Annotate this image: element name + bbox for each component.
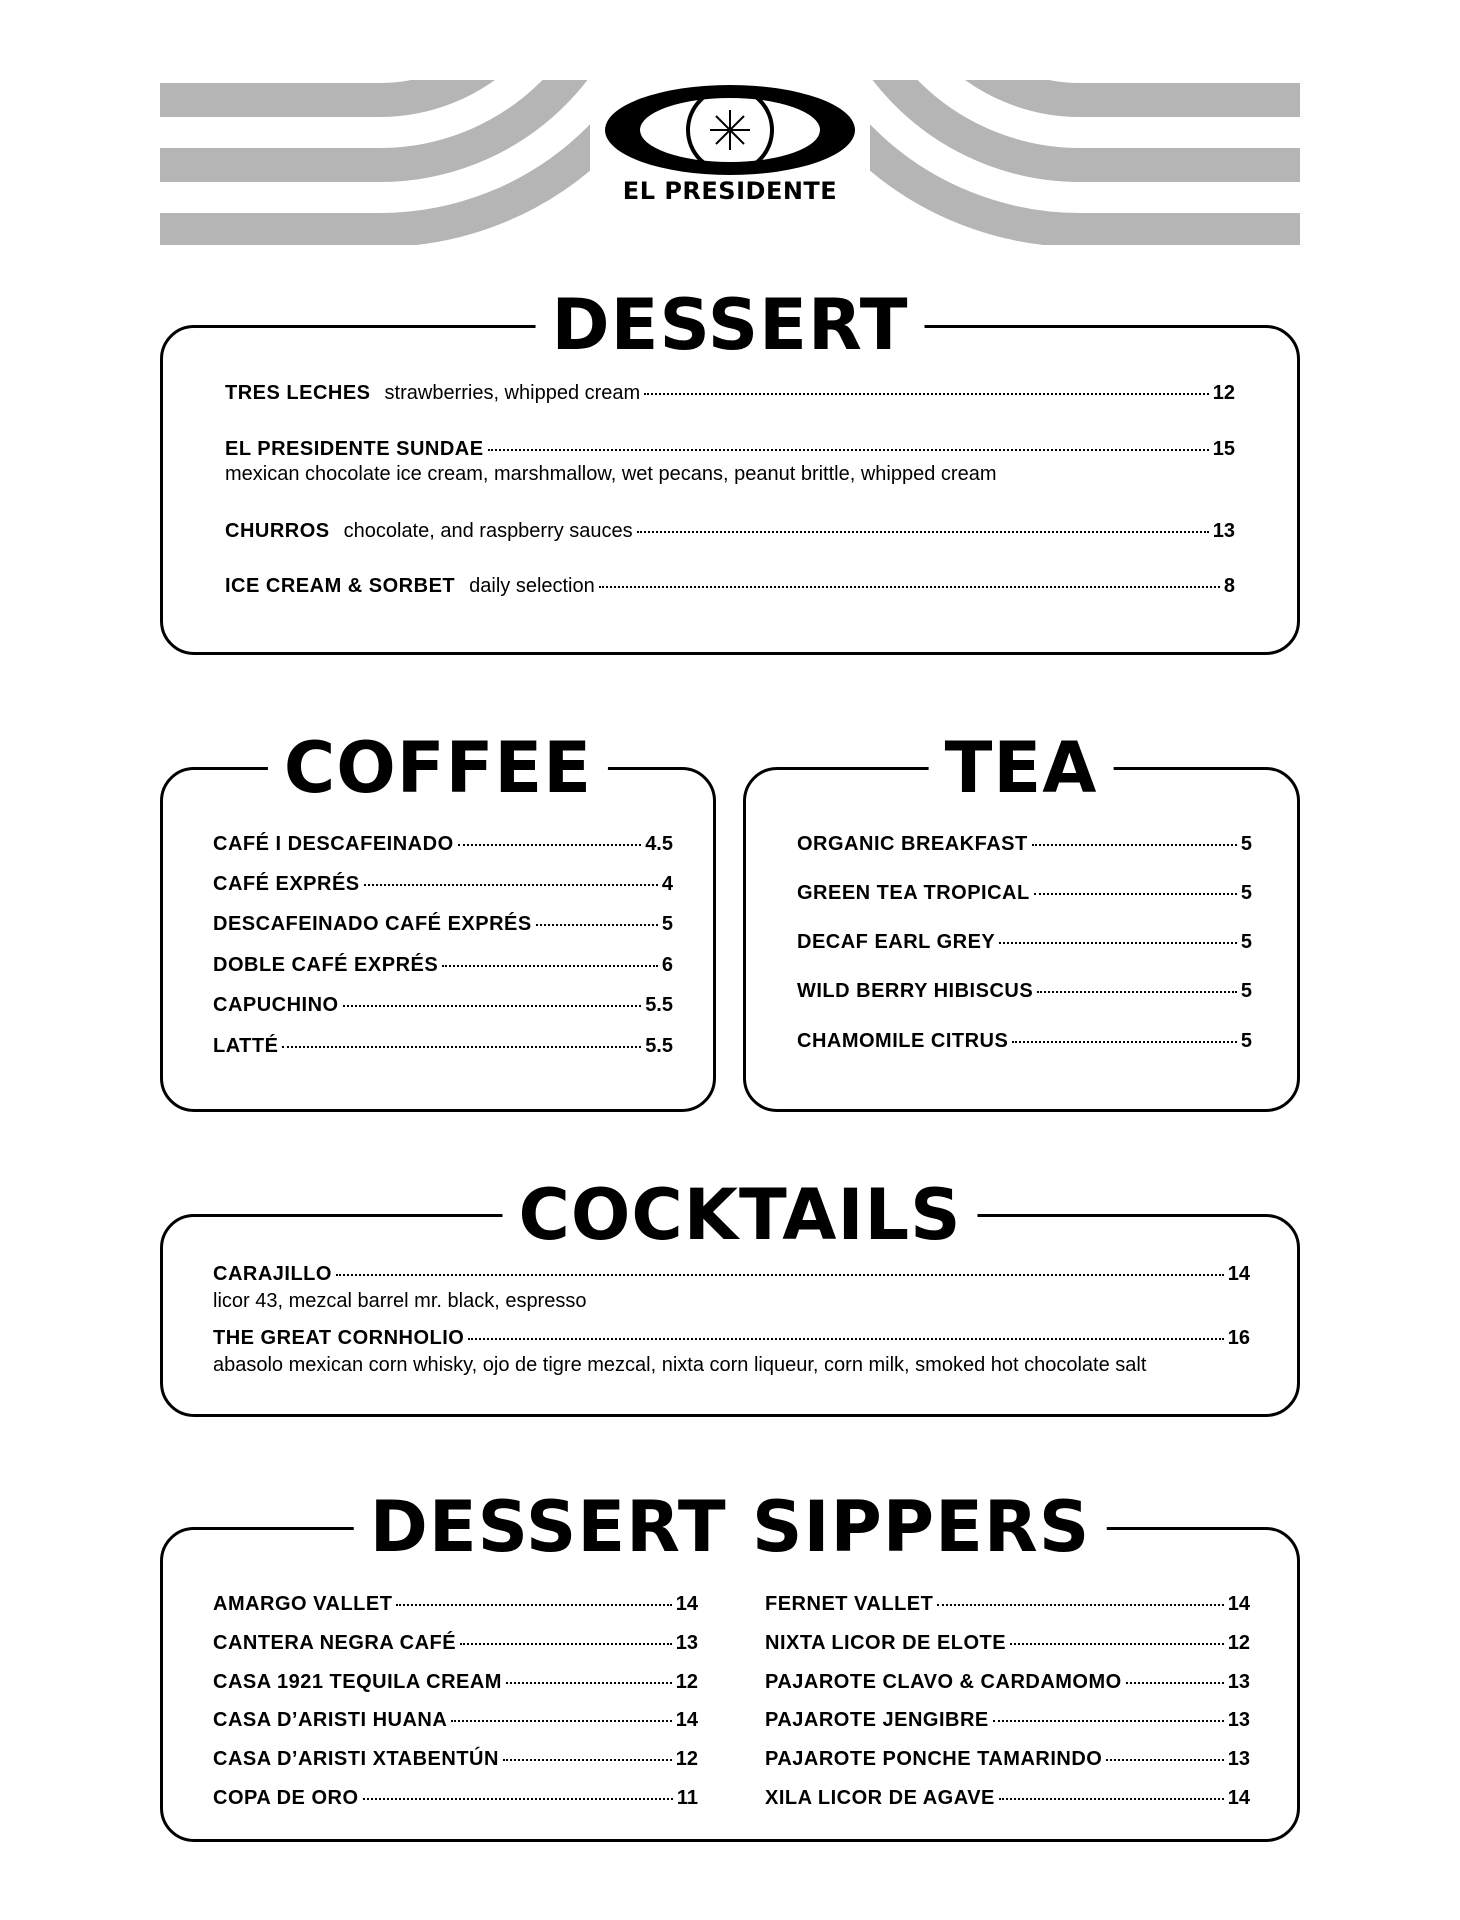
item-price: 8: [1223, 575, 1235, 597]
dot-leader: [1106, 1759, 1223, 1761]
header-banner: [160, 80, 1300, 245]
brand-name: EL PRESIDENTE: [622, 177, 838, 205]
item-description: licor 43, mezcal barrel mr. black, espresso: [213, 1290, 587, 1312]
item-name: XILA LICOR DE AGAVE: [765, 1787, 995, 1809]
item-price: 4: [661, 873, 673, 895]
menu-item: [213, 833, 673, 856]
dot-leader: [506, 1682, 672, 1684]
item-price: 5: [661, 913, 673, 935]
item-price: 14: [1227, 1593, 1250, 1615]
dot-leader: [1010, 1643, 1224, 1645]
item-name: THE GREAT CORNHOLIO: [213, 1327, 465, 1349]
menu-item: [765, 1671, 1250, 1694]
menu-item: [213, 1709, 698, 1732]
dot-leader: [1034, 893, 1237, 895]
item-name: CASA D’ARISTI HUANA: [213, 1709, 448, 1731]
item-price: 14: [675, 1593, 698, 1615]
dot-leader: [364, 884, 658, 886]
item-price: 12: [1212, 382, 1235, 404]
item-name: WILD BERRY HIBISCUS: [797, 980, 1034, 1002]
item-price: 5: [1240, 931, 1252, 953]
item-price: 5.5: [645, 994, 673, 1016]
menu-item: [765, 1632, 1250, 1655]
item-price: 14: [1227, 1263, 1250, 1285]
menu-item: [225, 382, 1235, 405]
item-name: DOBLE CAFÉ EXPRÉS: [213, 954, 439, 976]
dot-leader: [599, 586, 1220, 588]
dot-leader: [460, 1643, 672, 1645]
item-name: CHURROS: [225, 520, 330, 542]
menu-item: [225, 520, 1235, 543]
sippers-heading: DESSERT SIPPERS: [354, 1492, 1107, 1562]
dot-leader: [536, 924, 658, 926]
item-name: CANTERA NEGRA CAFÉ: [213, 1632, 457, 1654]
item-name: CAPUCHINO: [213, 994, 339, 1016]
item-price: 5.5: [645, 1035, 673, 1057]
item-price: 4.5: [645, 833, 673, 855]
menu-item: [213, 1748, 698, 1771]
menu-item: [213, 1035, 673, 1058]
item-name: ICE CREAM & SORBET: [225, 575, 456, 597]
menu-item: [225, 575, 1235, 598]
item-description: chocolate, and raspberry sauces: [343, 520, 633, 542]
item-name: COPA DE ORO: [213, 1787, 359, 1809]
menu-item: [797, 980, 1252, 1003]
menu-item: [213, 1593, 698, 1616]
dot-leader: [1032, 844, 1237, 846]
item-name: DESCAFEINADO CAFÉ EXPRÉS: [213, 913, 532, 935]
dot-leader: [1037, 991, 1237, 993]
dessert-heading: DESSERT: [536, 290, 925, 360]
item-price: 12: [675, 1748, 698, 1770]
item-price: 13: [1227, 1671, 1250, 1693]
item-price: 11: [676, 1787, 698, 1809]
item-name: CASA 1921 TEQUILA CREAM: [213, 1671, 502, 1693]
item-price: 12: [675, 1671, 698, 1693]
menu-item: [213, 954, 673, 977]
dot-leader: [458, 844, 642, 846]
dot-leader: [999, 942, 1237, 944]
item-name: GREEN TEA TROPICAL: [797, 882, 1030, 904]
dot-leader: [282, 1046, 641, 1048]
dot-leader: [1126, 1682, 1224, 1684]
item-description: daily selection: [469, 575, 595, 597]
dot-leader: [937, 1604, 1223, 1606]
item-price: 15: [1212, 438, 1235, 460]
item-price: 5: [1240, 980, 1252, 1002]
item-name: CASA D’ARISTI XTABENTÚN: [213, 1748, 499, 1770]
item-price: 12: [1227, 1632, 1250, 1654]
menu-item: [213, 1787, 698, 1810]
menu-item: [213, 873, 673, 896]
menu-item: [765, 1748, 1250, 1771]
item-name: PAJAROTE PONCHE TAMARINDO: [765, 1748, 1103, 1770]
menu-item: [213, 1632, 698, 1655]
dot-leader: [637, 531, 1209, 533]
item-price: 13: [675, 1632, 698, 1654]
item-price: 5: [1240, 882, 1252, 904]
dot-leader: [503, 1759, 672, 1761]
item-name: CARAJILLO: [213, 1263, 332, 1285]
dot-leader: [993, 1720, 1224, 1722]
dessert-section: [160, 325, 1300, 655]
coffee-heading: COFFEE: [268, 733, 608, 803]
dot-leader: [336, 1274, 1224, 1276]
menu-item: [213, 994, 673, 1017]
dot-leader: [442, 965, 658, 967]
dot-leader: [644, 393, 1209, 395]
item-price: 14: [1227, 1787, 1250, 1809]
menu-item: [797, 1030, 1252, 1053]
item-name: LATTÉ: [213, 1035, 279, 1057]
item-name: NIXTA LICOR DE ELOTE: [765, 1632, 1007, 1654]
dot-leader: [396, 1604, 671, 1606]
item-price: 5: [1240, 833, 1252, 855]
item-name: PAJAROTE JENGIBRE: [765, 1709, 989, 1731]
item-name: AMARGO VALLET: [213, 1593, 393, 1615]
item-price: 6: [661, 954, 673, 976]
menu-item: [797, 931, 1252, 954]
item-description: mexican chocolate ice cream, marshmallow, wet pecans, peanut brittle, whipped cream: [225, 463, 997, 485]
item-name: TRES LECHES: [225, 382, 371, 404]
item-name: CAFÉ EXPRÉS: [213, 873, 360, 895]
item-description: abasolo mexican corn whisky, ojo de tigre mezcal, nixta corn liqueur, corn milk, smoked hot chocolate salt: [213, 1354, 1147, 1376]
menu-item: [797, 833, 1252, 856]
menu-item: [213, 1327, 1250, 1350]
item-price: 5: [1240, 1030, 1252, 1052]
logo-emblem-icon: [600, 80, 860, 180]
dot-leader: [1012, 1041, 1237, 1043]
menu-item: [765, 1787, 1250, 1810]
menu-item: [765, 1593, 1250, 1616]
dot-leader: [363, 1798, 673, 1800]
cocktails-heading: COCKTAILS: [502, 1180, 977, 1250]
item-price: 13: [1212, 520, 1235, 542]
menu-item: [213, 1671, 698, 1694]
menu-item: [213, 1263, 1250, 1286]
item-name: PAJAROTE CLAVO & CARDAMOMO: [765, 1671, 1122, 1693]
menu-item: [213, 913, 673, 936]
item-name: DECAF EARL GREY: [797, 931, 996, 953]
item-price: 14: [675, 1709, 698, 1731]
item-name: EL PRESIDENTE SUNDAE: [225, 438, 484, 460]
item-name: CAFÉ I DESCAFEINADO: [213, 833, 454, 855]
item-name: ORGANIC BREAKFAST: [797, 833, 1028, 855]
item-name: FERNET VALLET: [765, 1593, 934, 1615]
dot-leader: [468, 1338, 1223, 1340]
dot-leader: [451, 1720, 671, 1722]
menu-item: [797, 882, 1252, 905]
item-price: 13: [1227, 1748, 1250, 1770]
item-price: 13: [1227, 1709, 1250, 1731]
item-name: CHAMOMILE CITRUS: [797, 1030, 1009, 1052]
menu-item: [765, 1709, 1250, 1732]
dot-leader: [488, 449, 1209, 451]
dot-leader: [999, 1798, 1224, 1800]
menu-item: [225, 438, 1235, 461]
coffee-section: [160, 767, 716, 1112]
tea-heading: TEA: [929, 733, 1114, 803]
item-price: 16: [1227, 1327, 1250, 1349]
item-description: strawberries, whipped cream: [384, 382, 641, 404]
dot-leader: [343, 1005, 642, 1007]
